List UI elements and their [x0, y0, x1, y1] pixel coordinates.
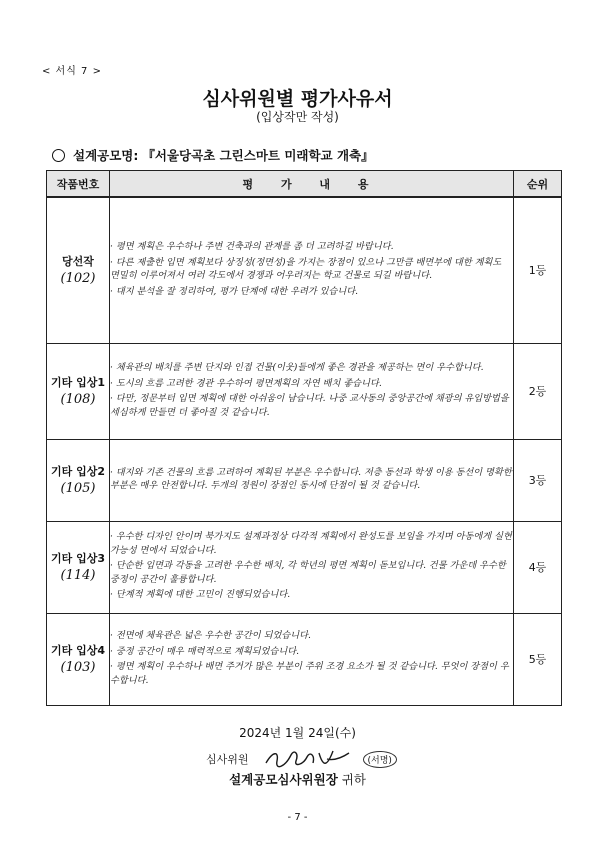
rank-cell: 4등	[514, 521, 562, 613]
addressee-title: 설계공모심사위원장	[229, 772, 338, 787]
evaluation-comment: · 우수한 디자인 안이며 북가지도 설계과정상 다각적 계획에서 완성도를 보임을 가지며 아동에게 실현 가능성 면에서 되었습니다.	[110, 531, 512, 556]
table-row	[47, 521, 562, 613]
evaluation-comment: · 단계적 계획에 대한 고민이 진행되었습니다.	[110, 589, 291, 601]
entry-number: (103)	[60, 660, 96, 675]
header-evaluation-content: 평 가 내 용	[110, 171, 514, 198]
entry-category: 기타 입상1	[51, 376, 105, 389]
form-number: < 서식 7 >	[42, 66, 102, 77]
table-header-row	[47, 171, 562, 198]
entry-number: (108)	[60, 392, 96, 407]
evaluation-comment: · 다른 제출한 입면 계획보다 상징성(정면성)을 가지는 장점이 있으나 그만큼 배면부에 대한 계획도 면밀히 이루어져서 여러 각도에서 경쟁과 어우러지는 학교 건물로 되길 바랍니다.	[110, 256, 502, 282]
evaluation-comment: · 대지와 기존 건물의 흐름 고려하여 계획된 부분은 우수합니다. 저층 동선과 학생 이용 동선이 명확한 부분은 매우 안전합니다. 두개의 정원이 장점인 동시에 단점이 될 것 같습니다.	[110, 466, 512, 491]
entry-cell	[47, 343, 110, 439]
evaluation-comment: · 체육관의 배치를 주변 단지와 인접 건물(이웃)들에게 좋은 경관을 제공하는 면이 우수합니다.	[110, 362, 484, 373]
evaluation-content-cell	[110, 439, 514, 521]
evaluation-comment: · 평면 계획은 우수하나 주변 건축과의 관계를 좀 더 고려하길 바랍니다.	[110, 241, 394, 253]
evaluation-content-cell	[110, 613, 514, 705]
document-title: 심사위원별 평가사유서	[202, 88, 393, 110]
evaluation-content-cell	[110, 343, 514, 439]
document-subtitle: (입상작만 작성)	[256, 110, 339, 124]
entry-category: 기타 입상2	[51, 465, 105, 478]
evaluation-table	[46, 170, 562, 706]
entry-category: 기타 입상4	[51, 644, 105, 657]
contest-label: 설계공모명:	[73, 148, 139, 163]
entry-category: 당선작	[62, 255, 94, 269]
addressee	[0, 770, 595, 788]
page-number: - 7 -	[287, 812, 308, 823]
header-entry-number: 작품번호	[47, 171, 110, 198]
entry-number: (105)	[60, 481, 96, 496]
table-row	[47, 343, 562, 439]
entry-category: 기타 입상3	[51, 552, 105, 565]
evaluation-content-cell	[110, 521, 514, 613]
evaluation-comment: · 단순한 입면과 각동을 고려한 우수한 배치, 각 학년의 평면 계획이 돋보입니다. 건물 가운데 우수한 중정이 공간이 훌륭합니다.	[110, 560, 506, 585]
evaluation-comment: · 전면에 체육관은 넓은 우수한 공간이 되었습니다.	[110, 630, 311, 641]
entry-cell	[47, 613, 110, 705]
entry-cell	[47, 521, 110, 613]
header-rank: 순위	[514, 171, 562, 198]
table-row	[47, 613, 562, 705]
evaluation-comment: · 평면 계획이 우수하나 배면 주거가 많은 부분이 주위 조경 요소가 될 것 같습니다. 무엇이 장점이 우수합니다.	[110, 661, 509, 686]
signer-label: 심사위원	[206, 753, 249, 766]
contest-name: 『서울당곡초 그린스마트 미래학교 개축』	[142, 148, 374, 163]
table-row	[47, 439, 562, 521]
signature-mark	[263, 747, 353, 771]
evaluation-content-cell	[110, 197, 514, 343]
rank-cell: 3등	[514, 439, 562, 521]
submission-date: 2024년 1월 24일(수)	[239, 726, 356, 740]
entry-cell	[47, 439, 110, 521]
signer-line	[206, 747, 397, 771]
table-row	[47, 197, 562, 343]
evaluation-comment: · 도시의 흐름 고려한 경관 우수하여 평면계획의 자연 배치 좋습니다.	[110, 377, 382, 389]
contest-line	[52, 146, 374, 164]
entry-number: (102)	[60, 271, 96, 287]
evaluation-comment: · 대지 분석을 잘 정리하여, 평가 단계에 대한 우려가 있습니다.	[110, 285, 359, 297]
entry-number: (114)	[60, 568, 96, 583]
rank-cell: 2등	[514, 343, 562, 439]
circle-bullet-icon	[52, 149, 65, 162]
addressee-suffix: 귀하	[337, 772, 366, 787]
evaluation-comment: · 다만, 정문부터 입면 계획에 대한 아쉬움이 남습니다. 나중 교사동의 중앙공간에 채광의 유입방법을 세심하게 만들면 더 좋아질 것 같습니다.	[110, 393, 509, 418]
rank-cell: 5등	[514, 613, 562, 705]
rank-cell: 1등	[514, 197, 562, 343]
entry-cell	[47, 197, 110, 343]
evaluation-comment: · 중정 공간이 매우 매력적으로 계획되었습니다.	[110, 645, 300, 657]
signature-seal: (서명)	[363, 751, 397, 768]
